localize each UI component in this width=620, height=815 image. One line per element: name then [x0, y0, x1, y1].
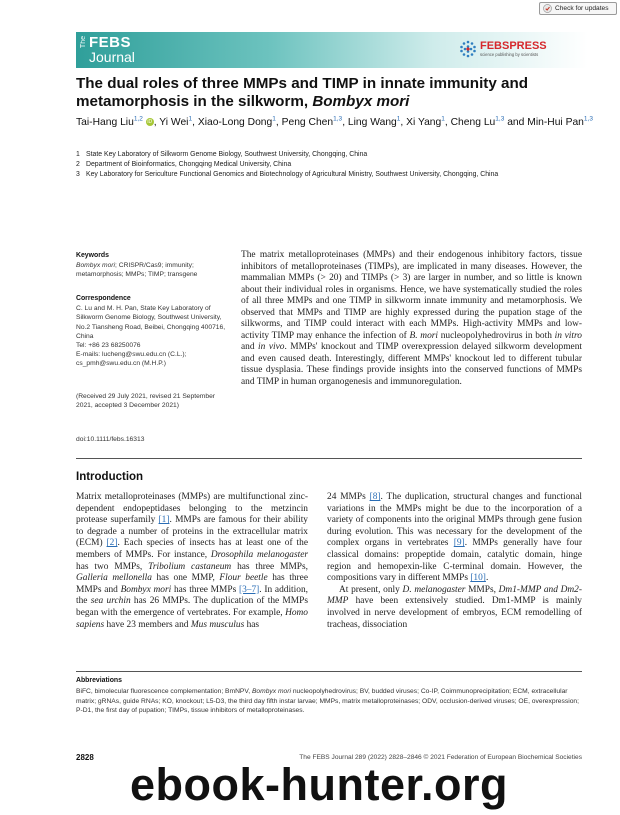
- abstract-text: The matrix metalloproteinases (MMPs) and their endogenous inhibitory factors, tissue inhibitors of metalloproteinases (TIMPs), are implicated in many diseases. However, the mammalian MMPs (> 20) and TIMPs (> 3) are larger in number, and so little is known about their individual roles in organisms. Hence, we have systematically studied the roles of all three MMPs and one TIMP in silkworm innate immunity and metamorphosis. We observed that MMPs and TIMP are highly expressed during the pupation stage of the silkworms, and TIMP could interact with each MMPs. High-activity MMPs and low-activity TIMP may enhance the infection of: [241, 250, 582, 341]
- dot-globe-icon: [458, 39, 478, 59]
- abstract-italic: in vitro: [554, 330, 582, 341]
- introduction-heading: Introduction: [76, 471, 144, 483]
- author-affiliation-ref: 1: [396, 115, 401, 123]
- update-badge-icon: [543, 4, 552, 13]
- doi-block: [76, 435, 231, 444]
- affiliation-number: 3: [76, 171, 80, 178]
- author-affiliation-ref: 1,3: [333, 115, 343, 123]
- keywords-rest: ; CRISPR/Cas9; immunity; metamorphosis; MMPs; TIMP; transgene: [76, 262, 198, 279]
- species-name: Drosophila melanogaster: [210, 549, 309, 560]
- section-divider: [76, 671, 582, 672]
- correspondence-block: [76, 294, 231, 369]
- text-run: .: [485, 573, 489, 584]
- text-run: has three MMPs: [171, 584, 239, 595]
- abstract-text: nucleopolyhedrovirus in both: [438, 330, 555, 341]
- journal-logo-suffix: Journal: [89, 49, 135, 65]
- text-run: has three MMPs,: [231, 561, 308, 572]
- author-affiliation-ref: 1: [272, 115, 276, 123]
- paragraph: [327, 492, 582, 585]
- keywords-text: [76, 261, 231, 279]
- affiliation: [76, 161, 596, 168]
- journal-logo-name: FEBS: [89, 34, 132, 51]
- keywords-block: [76, 251, 231, 280]
- paragraph: [76, 492, 308, 631]
- citation-link[interactable]: [2]: [106, 538, 118, 549]
- author-list: Tai-Hang Liu$^{1,2}$ iD , Yi Wei$^1$, Xiao-Long Dong$^1$, Peng Chen$^{1,3}$, Ling Wang$^1$, Xi Yang$^1$, Cheng Lu$^{1,3}$ and Min-Hui Pan$^{1,3}$: [76, 115, 593, 128]
- citation-link[interactable]: [10]: [470, 573, 486, 584]
- correspondence-heading: Correspondence: [76, 295, 131, 302]
- affiliation: [76, 151, 596, 158]
- species-name: D. melanogaster: [402, 584, 466, 595]
- author-affiliation-ref: 1,2: [133, 115, 143, 123]
- page-number: 2828: [76, 753, 94, 762]
- check-for-updates-label: Check for updates: [555, 5, 609, 12]
- author-name[interactable]: Xiao-Long Dong: [197, 117, 273, 128]
- text-run: have 23 members and: [104, 619, 191, 630]
- correspondence-address: C. Lu and M. H. Pan, State Key Laboratory of Silkworm Genome Biology, Southwest University, No.2 Tiansheng Road, Beibei, Chongqing 400716, China: [76, 305, 226, 340]
- text-run: . MMPs are famous for their ability to degrade a number of proteins in the extracellular matrix (ECM): [76, 515, 308, 549]
- text-run: . The duplication, structural changes and functional variations in the MMPs might be due to the incorporation of a variety of components into the original MMPs through gene fusion during evolution. This was necessary for the development of the complex organs in vertebrates: [327, 492, 582, 549]
- species-name: Galleria mellonella: [76, 573, 152, 584]
- received-text: (Received 29 July 2021, revised 21 September 2021, accepted 3 December 2021): [76, 393, 216, 410]
- text-run: . Each species of insects has at least one of the members of MMPs. For instance,: [76, 538, 309, 560]
- journal-logo-prefix: The: [80, 36, 87, 49]
- text-run: has one MMP,: [151, 573, 220, 584]
- affiliation-number: 1: [76, 151, 80, 158]
- keywords-heading: Keywords: [76, 252, 109, 259]
- author-name[interactable]: Min-Hui Pan: [527, 117, 584, 128]
- text-run: has 26 MMPs. The duplication of the MMPs began with the emergence of vertebrates. For example,: [76, 596, 308, 618]
- text-run: has: [244, 619, 260, 630]
- affiliation: [76, 171, 596, 178]
- paragraph: [327, 585, 582, 631]
- citation-link[interactable]: [1]: [158, 515, 170, 526]
- author-name[interactable]: Tai-Hang Liu: [76, 117, 134, 128]
- citation-link[interactable]: [8]: [369, 492, 381, 502]
- introduction-column-left: [76, 492, 308, 631]
- check-for-updates-button[interactable]: [539, 2, 617, 15]
- abstract: [241, 250, 582, 389]
- watermark-text: ebook-hunter.org: [130, 759, 508, 810]
- correspondence-emails[interactable]: E-mails: lucheng@swu.edu.cn (C.L.); cs_pmh@swu.edu.cn (M.H.P.): [76, 351, 187, 368]
- affiliation-text: State Key Laboratory of Silkworm Genome Biology, Southwest University, Chongqing, China: [86, 151, 368, 158]
- text-run: have been extensively studied. Dm1-MMP is mainly involved in nerve development of embryos, ECM remodelling of tracheas, dissociation: [327, 596, 582, 630]
- author-affiliation-ref: 1: [441, 115, 445, 123]
- species-name: Bombyx mori: [120, 584, 172, 595]
- text-run: has two MMPs,: [76, 561, 149, 572]
- species-name: Bombyx mori: [251, 688, 291, 695]
- species-name: Tribolium castaneum: [148, 561, 232, 572]
- text-run: nucleopolyhedrovirus; BV, budded viruses; Co-IP, Coimmunoprecipitation; ECM, extracellular matrix; gRNAs, guide RNAs; KO, knockout; L5-D3, the third day fifth instar larvae; MMPs, matrix metalloproteinases; ODV, occlusion-derived viruses; OE, overexpression; P-D1, the first day of pupation; TIMPs, tissue inhibitors of metalloproteinases.: [76, 688, 579, 714]
- publisher-tagline: science publishing by scientists: [480, 52, 539, 57]
- author-name[interactable]: Xi Yang: [406, 117, 442, 128]
- affiliation-number: 2: [76, 161, 80, 168]
- orcid-icon[interactable]: iD: [147, 119, 153, 126]
- text-run: . MMPs generally have four classical domains: propeptide domain, catalytic domain, hinge region and hemopexin-like C-terminal domain. However, the compositions vary in different MMPs: [327, 538, 582, 584]
- text-run: has three MMPs and: [76, 573, 308, 595]
- text-run: . In addition, the: [76, 584, 308, 607]
- text-run: At present, only: [339, 584, 403, 595]
- section-divider: [76, 458, 582, 459]
- author-name[interactable]: Yi Wei: [159, 117, 189, 128]
- text-run: Matrix metalloproteinases (MMPs) are multifunctional zinc-dependent endopeptidases belonging to the metzincin protease superfamily: [76, 492, 308, 526]
- species-name: Mus musculus: [190, 619, 245, 630]
- species-name: sea urchin: [90, 596, 131, 607]
- correspondence-tel: Tel: +86 23 68250076: [76, 342, 141, 350]
- affiliation-text: Key Laboratory for Sericulture Functional Genomics and Biotechnology of Agricultural Ministry, Southwest University, Chongqing, China: [86, 171, 499, 178]
- text-run: MMPs,: [465, 584, 499, 595]
- introduction-column-right: [327, 492, 582, 631]
- abbreviations-text: [76, 687, 581, 716]
- affiliation-text: Department of Bioinformatics, Chongqing Medical University, China: [86, 161, 292, 168]
- footer-citation: The FEBS Journal 289 (2022) 2828–2846 © 2021 Federation of European Biochemical Societies: [299, 754, 582, 761]
- citation-link[interactable]: [3–7]: [238, 584, 260, 595]
- doi-link[interactable]: doi:10.1111/febs.16313: [76, 436, 145, 443]
- author-name[interactable]: Peng Chen: [281, 117, 334, 128]
- article-title-species: Bombyx mori: [312, 93, 410, 110]
- received-dates: [76, 392, 231, 410]
- author-affiliation-ref: 1,3: [495, 115, 505, 123]
- author-affiliation-ref: 1,3: [583, 115, 593, 123]
- abstract-italic: in vivo: [258, 342, 285, 353]
- author-name[interactable]: Ling Wang: [347, 117, 397, 128]
- abstract-text: and: [241, 342, 259, 353]
- author-affiliation-ref: 1: [188, 115, 193, 123]
- publisher-name: [480, 40, 547, 52]
- species-name: Homo sapiens: [76, 607, 308, 630]
- abstract-species: B. mori: [409, 330, 439, 341]
- text-run: BiFC, bimolecular fluorescence complementation; BmNPV,: [76, 688, 252, 695]
- article-title-main: The dual roles of three MMPs and TIMP in innate immunity and metamorphosis in the silkworm,: [76, 75, 529, 110]
- publisher-name-b: PRESS: [509, 40, 547, 52]
- publisher-name-a: FEBS: [480, 40, 510, 52]
- citation-link[interactable]: [9]: [453, 538, 465, 549]
- abbreviations-heading: Abbreviations: [76, 677, 122, 684]
- abstract-text: . MMPs' knockout and TIMP overexpression delayed silkworm development and even caused death. Interestingly, different MMPs' knockout led to different tubular tissue dysplasia. These findings provide insights into the conserved functions of MMPs and TIMP in human organogenesis and immunoregulation.: [241, 342, 582, 388]
- species-name: Flour beetle: [219, 573, 268, 584]
- author-name[interactable]: Cheng Lu: [450, 117, 496, 128]
- gene-name: Dm1-MMP and Dm2-MMP: [327, 584, 582, 607]
- keywords-species: Bombyx mori: [76, 262, 116, 270]
- article-title: [76, 75, 596, 111]
- text-run: 24 MMPs: [327, 492, 370, 502]
